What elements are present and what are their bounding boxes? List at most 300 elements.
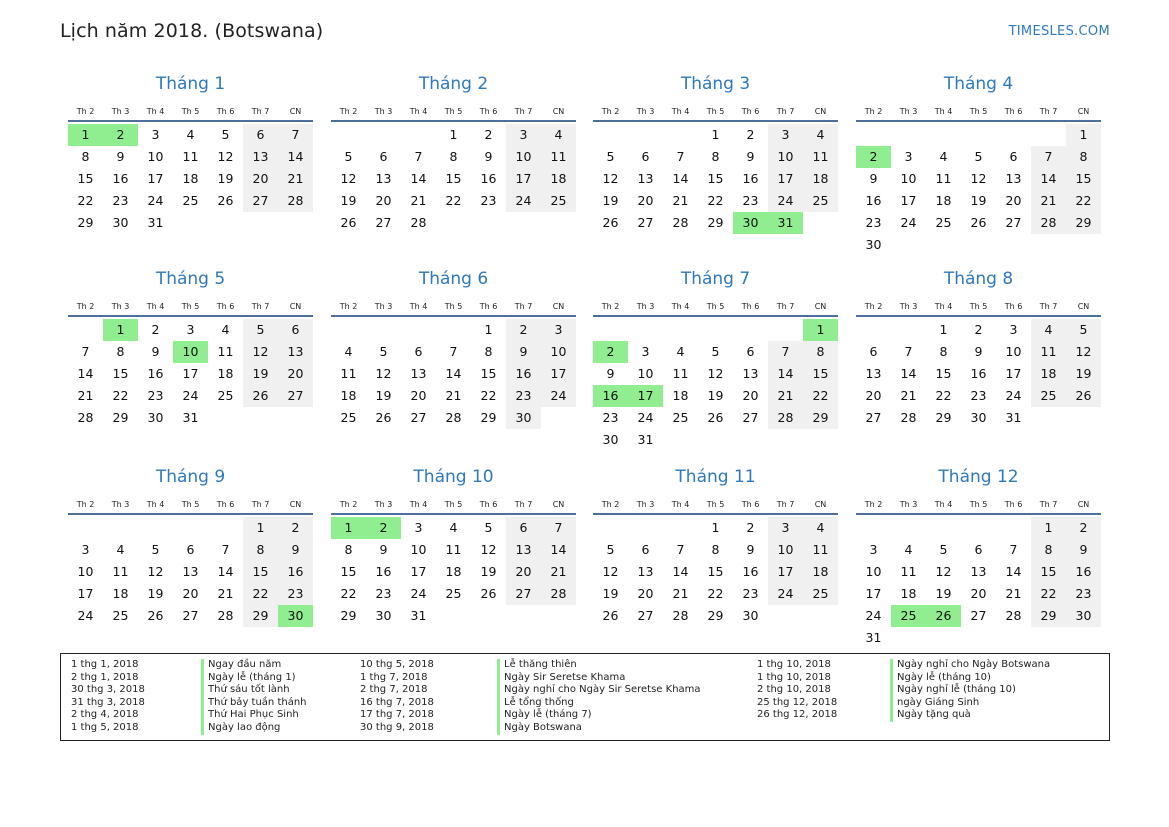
day-cell[interactable]: 3 [151,127,160,142]
day-cell[interactable]: 8 [449,149,458,164]
day-cell[interactable]: 12 [217,149,234,164]
day-cell[interactable]: 6 [974,542,983,557]
holiday-day-cell[interactable]: 1 [68,124,103,146]
day-cell[interactable]: 27 [182,608,199,623]
day-cell[interactable]: 15 [1066,168,1101,190]
day-cell[interactable]: 6 [414,344,423,359]
day-cell[interactable]: 21 [445,388,462,403]
day-cell[interactable]: 19 [217,171,234,186]
day-cell[interactable]: 14 [900,366,917,381]
day-cell[interactable]: 8 [711,542,720,557]
day-cell[interactable]: 8 [711,149,720,164]
day-cell[interactable]: 8 [803,341,838,363]
day-cell[interactable]: 31 [1005,410,1022,425]
holiday-day-cell[interactable]: 2 [103,124,138,146]
day-cell[interactable]: 21 [541,561,576,583]
day-cell[interactable]: 21 [77,388,94,403]
day-cell[interactable]: 30 [602,432,619,447]
day-cell[interactable]: 18 [935,193,952,208]
day-cell[interactable]: 5 [606,542,615,557]
day-cell[interactable]: 17 [147,171,164,186]
day-cell[interactable]: 24 [77,608,94,623]
day-cell[interactable]: 14 [77,366,94,381]
day-cell[interactable]: 8 [1031,539,1066,561]
day-cell[interactable]: 8 [81,149,90,164]
day-cell[interactable]: 4 [803,517,838,539]
day-cell[interactable]: 26 [243,385,278,407]
day-cell[interactable]: 17 [541,363,576,385]
day-cell[interactable]: 3 [768,517,803,539]
day-cell[interactable]: 30 [147,410,164,425]
day-cell[interactable]: 13 [637,171,654,186]
day-cell[interactable]: 24 [147,193,164,208]
day-cell[interactable]: 4 [676,344,685,359]
day-cell[interactable]: 9 [484,149,493,164]
holiday-day-cell[interactable]: 2 [366,517,401,539]
day-cell[interactable]: 30 [506,407,541,429]
day-cell[interactable]: 4 [449,520,458,535]
day-cell[interactable]: 22 [707,193,724,208]
day-cell[interactable]: 27 [506,583,541,605]
day-cell[interactable]: 21 [900,388,917,403]
day-cell[interactable]: 11 [541,146,576,168]
day-cell[interactable]: 25 [217,388,234,403]
day-cell[interactable]: 9 [151,344,160,359]
day-cell[interactable]: 24 [637,410,654,425]
day-cell[interactable]: 15 [77,171,94,186]
day-cell[interactable]: 25 [445,586,462,601]
day-cell[interactable]: 12 [707,366,724,381]
day-cell[interactable]: 22 [445,193,462,208]
day-cell[interactable]: 20 [970,586,987,601]
day-cell[interactable]: 19 [970,193,987,208]
day-cell[interactable]: 11 [182,149,199,164]
day-cell[interactable]: 16 [970,366,987,381]
day-cell[interactable]: 13 [506,539,541,561]
day-cell[interactable]: 16 [506,363,541,385]
day-cell[interactable]: 30 [970,410,987,425]
day-cell[interactable]: 26 [602,608,619,623]
day-cell[interactable]: 12 [935,564,952,579]
day-cell[interactable]: 11 [900,564,917,579]
day-cell[interactable]: 24 [506,190,541,212]
day-cell[interactable]: 14 [1031,168,1066,190]
day-cell[interactable]: 23 [1066,583,1101,605]
day-cell[interactable]: 27 [865,410,882,425]
day-cell[interactable]: 5 [606,149,615,164]
day-cell[interactable]: 14 [1005,564,1022,579]
day-cell[interactable]: 10 [768,539,803,561]
day-cell[interactable]: 22 [480,388,497,403]
day-cell[interactable]: 21 [217,586,234,601]
day-cell[interactable]: 31 [182,410,199,425]
day-cell[interactable]: 30 [742,608,759,623]
day-cell[interactable]: 11 [112,564,129,579]
day-cell[interactable]: 3 [768,124,803,146]
day-cell[interactable]: 27 [243,190,278,212]
day-cell[interactable]: 29 [803,407,838,429]
day-cell[interactable]: 29 [1066,212,1101,234]
day-cell[interactable]: 26 [147,608,164,623]
day-cell[interactable]: 20 [637,193,654,208]
holiday-day-cell[interactable]: 16 [593,385,628,407]
day-cell[interactable]: 20 [182,586,199,601]
day-cell[interactable]: 4 [939,149,948,164]
day-cell[interactable]: 3 [506,124,541,146]
holiday-day-cell[interactable]: 2 [593,341,628,363]
day-cell[interactable]: 7 [676,542,685,557]
day-cell[interactable]: 7 [81,344,90,359]
day-cell[interactable]: 22 [935,388,952,403]
day-cell[interactable]: 6 [869,344,878,359]
day-cell[interactable]: 20 [865,388,882,403]
day-cell[interactable]: 28 [1031,212,1066,234]
day-cell[interactable]: 10 [147,149,164,164]
day-cell[interactable]: 3 [541,319,576,341]
day-cell[interactable]: 19 [340,193,357,208]
day-cell[interactable]: 29 [243,605,278,627]
day-cell[interactable]: 20 [410,388,427,403]
day-cell[interactable]: 19 [935,586,952,601]
day-cell[interactable]: 6 [506,517,541,539]
day-cell[interactable]: 5 [974,149,983,164]
day-cell[interactable]: 13 [865,366,882,381]
day-cell[interactable]: 29 [1031,605,1066,627]
day-cell[interactable]: 4 [1031,319,1066,341]
day-cell[interactable]: 31 [637,432,654,447]
day-cell[interactable]: 2 [746,520,755,535]
holiday-day-cell[interactable]: 1 [803,319,838,341]
day-cell[interactable]: 26 [1066,385,1101,407]
day-cell[interactable]: 22 [112,388,129,403]
day-cell[interactable]: 3 [1009,322,1018,337]
day-cell[interactable]: 21 [672,586,689,601]
day-cell[interactable]: 26 [602,215,619,230]
day-cell[interactable]: 25 [1031,385,1066,407]
day-cell[interactable]: 21 [278,168,313,190]
day-cell[interactable]: 16 [1066,561,1101,583]
day-cell[interactable]: 14 [672,171,689,186]
day-cell[interactable]: 8 [1066,146,1101,168]
day-cell[interactable]: 22 [340,586,357,601]
day-cell[interactable]: 28 [672,215,689,230]
day-cell[interactable]: 13 [1005,171,1022,186]
day-cell[interactable]: 15 [340,564,357,579]
day-cell[interactable]: 18 [1031,363,1066,385]
day-cell[interactable]: 10 [865,564,882,579]
day-cell[interactable]: 12 [602,564,619,579]
day-cell[interactable]: 18 [182,171,199,186]
day-cell[interactable]: 28 [410,215,427,230]
day-cell[interactable]: 6 [379,149,388,164]
day-cell[interactable]: 1 [1066,124,1101,146]
day-cell[interactable]: 23 [480,193,497,208]
day-cell[interactable]: 5 [243,319,278,341]
day-cell[interactable]: 18 [445,564,462,579]
day-cell[interactable]: 9 [974,344,983,359]
holiday-day-cell[interactable]: 30 [278,605,313,627]
day-cell[interactable]: 12 [243,341,278,363]
day-cell[interactable]: 11 [340,366,357,381]
day-cell[interactable]: 3 [186,322,195,337]
day-cell[interactable]: 9 [278,539,313,561]
day-cell[interactable]: 8 [116,344,125,359]
day-cell[interactable]: 24 [410,586,427,601]
day-cell[interactable]: 19 [243,363,278,385]
day-cell[interactable]: 10 [637,366,654,381]
day-cell[interactable]: 6 [1009,149,1018,164]
day-cell[interactable]: 14 [672,564,689,579]
day-cell[interactable]: 20 [1005,193,1022,208]
day-cell[interactable]: 9 [746,149,755,164]
day-cell[interactable]: 14 [768,363,803,385]
day-cell[interactable]: 7 [904,344,913,359]
day-cell[interactable]: 23 [742,193,759,208]
day-cell[interactable]: 7 [1009,542,1018,557]
holiday-day-cell[interactable]: 30 [733,212,768,234]
day-cell[interactable]: 27 [637,215,654,230]
day-cell[interactable]: 3 [904,149,913,164]
day-cell[interactable]: 9 [116,149,125,164]
day-cell[interactable]: 6 [641,149,650,164]
day-cell[interactable]: 27 [970,608,987,623]
day-cell[interactable]: 4 [186,127,195,142]
day-cell[interactable]: 12 [1066,341,1101,363]
day-cell[interactable]: 5 [221,127,230,142]
day-cell[interactable]: 31 [865,630,882,645]
day-cell[interactable]: 18 [541,168,576,190]
day-cell[interactable]: 17 [768,168,803,190]
day-cell[interactable]: 18 [340,388,357,403]
day-cell[interactable]: 16 [742,171,759,186]
day-cell[interactable]: 10 [541,341,576,363]
day-cell[interactable]: 3 [869,542,878,557]
day-cell[interactable]: 2 [484,127,493,142]
day-cell[interactable]: 20 [637,586,654,601]
day-cell[interactable]: 29 [77,215,94,230]
day-cell[interactable]: 26 [970,215,987,230]
holiday-day-cell[interactable]: 1 [331,517,366,539]
day-cell[interactable]: 12 [602,171,619,186]
day-cell[interactable]: 14 [278,146,313,168]
day-cell[interactable]: 24 [865,608,882,623]
day-cell[interactable]: 10 [410,542,427,557]
day-cell[interactable]: 17 [77,586,94,601]
holiday-day-cell[interactable]: 2 [856,146,891,168]
day-cell[interactable]: 5 [1066,319,1101,341]
day-cell[interactable]: 14 [217,564,234,579]
day-cell[interactable]: 16 [865,193,882,208]
day-cell[interactable]: 28 [541,583,576,605]
day-cell[interactable]: 7 [541,517,576,539]
day-cell[interactable]: 18 [217,366,234,381]
day-cell[interactable]: 17 [900,193,917,208]
day-cell[interactable]: 2 [746,127,755,142]
day-cell[interactable]: 24 [541,385,576,407]
day-cell[interactable]: 22 [707,586,724,601]
day-cell[interactable]: 25 [112,608,129,623]
day-cell[interactable]: 10 [900,171,917,186]
day-cell[interactable]: 15 [445,171,462,186]
day-cell[interactable]: 22 [77,193,94,208]
site-link[interactable]: TIMESLES.COM [1008,24,1110,39]
day-cell[interactable]: 15 [803,363,838,385]
day-cell[interactable]: 27 [410,410,427,425]
day-cell[interactable]: 23 [147,388,164,403]
holiday-day-cell[interactable]: 25 [891,605,926,627]
day-cell[interactable]: 15 [112,366,129,381]
day-cell[interactable]: 23 [602,410,619,425]
holiday-day-cell[interactable]: 31 [768,212,803,234]
day-cell[interactable]: 6 [746,344,755,359]
day-cell[interactable]: 22 [803,385,838,407]
day-cell[interactable]: 24 [182,388,199,403]
day-cell[interactable]: 8 [484,344,493,359]
day-cell[interactable]: 15 [243,561,278,583]
day-cell[interactable]: 15 [935,366,952,381]
day-cell[interactable]: 11 [803,539,838,561]
day-cell[interactable]: 31 [410,608,427,623]
day-cell[interactable]: 8 [243,539,278,561]
day-cell[interactable]: 5 [939,542,948,557]
day-cell[interactable]: 1 [711,520,720,535]
day-cell[interactable]: 28 [672,608,689,623]
day-cell[interactable]: 13 [278,341,313,363]
day-cell[interactable]: 11 [217,344,234,359]
day-cell[interactable]: 14 [410,171,427,186]
day-cell[interactable]: 20 [243,168,278,190]
day-cell[interactable]: 23 [112,193,129,208]
day-cell[interactable]: 30 [1066,605,1101,627]
day-cell[interactable]: 27 [637,608,654,623]
day-cell[interactable]: 22 [243,583,278,605]
day-cell[interactable]: 11 [935,171,952,186]
day-cell[interactable]: 13 [375,171,392,186]
day-cell[interactable]: 28 [77,410,94,425]
day-cell[interactable]: 25 [182,193,199,208]
day-cell[interactable]: 22 [1066,190,1101,212]
day-cell[interactable]: 18 [112,586,129,601]
day-cell[interactable]: 18 [803,561,838,583]
day-cell[interactable]: 27 [375,215,392,230]
day-cell[interactable]: 25 [340,410,357,425]
day-cell[interactable]: 20 [742,388,759,403]
day-cell[interactable]: 16 [147,366,164,381]
day-cell[interactable]: 26 [217,193,234,208]
day-cell[interactable]: 7 [414,149,423,164]
day-cell[interactable]: 13 [742,366,759,381]
day-cell[interactable]: 21 [1031,190,1066,212]
day-cell[interactable]: 17 [865,586,882,601]
day-cell[interactable]: 18 [900,586,917,601]
day-cell[interactable]: 23 [506,385,541,407]
day-cell[interactable]: 21 [1005,586,1022,601]
day-cell[interactable]: 28 [900,410,917,425]
day-cell[interactable]: 17 [506,168,541,190]
day-cell[interactable]: 26 [375,410,392,425]
day-cell[interactable]: 10 [506,146,541,168]
day-cell[interactable]: 13 [637,564,654,579]
day-cell[interactable]: 26 [480,586,497,601]
day-cell[interactable]: 18 [672,388,689,403]
day-cell[interactable]: 20 [278,363,313,385]
day-cell[interactable]: 14 [541,539,576,561]
day-cell[interactable]: 16 [375,564,392,579]
day-cell[interactable]: 28 [1005,608,1022,623]
day-cell[interactable]: 12 [480,542,497,557]
day-cell[interactable]: 5 [151,542,160,557]
day-cell[interactable]: 4 [541,124,576,146]
day-cell[interactable]: 1 [484,322,493,337]
day-cell[interactable]: 1 [711,127,720,142]
day-cell[interactable]: 19 [375,388,392,403]
day-cell[interactable]: 19 [147,586,164,601]
day-cell[interactable]: 23 [970,388,987,403]
day-cell[interactable]: 1 [449,127,458,142]
day-cell[interactable]: 7 [278,124,313,146]
holiday-day-cell[interactable]: 17 [628,385,663,407]
day-cell[interactable]: 25 [935,215,952,230]
day-cell[interactable]: 9 [869,171,878,186]
day-cell[interactable]: 13 [410,366,427,381]
day-cell[interactable]: 16 [480,171,497,186]
day-cell[interactable]: 2 [974,322,983,337]
day-cell[interactable]: 11 [1031,341,1066,363]
day-cell[interactable]: 7 [676,149,685,164]
day-cell[interactable]: 2 [278,517,313,539]
day-cell[interactable]: 4 [344,344,353,359]
day-cell[interactable]: 17 [768,561,803,583]
day-cell[interactable]: 11 [672,366,689,381]
day-cell[interactable]: 4 [803,124,838,146]
day-cell[interactable]: 17 [1005,366,1022,381]
day-cell[interactable]: 27 [278,385,313,407]
day-cell[interactable]: 9 [1066,539,1101,561]
day-cell[interactable]: 23 [742,586,759,601]
day-cell[interactable]: 23 [278,583,313,605]
day-cell[interactable]: 3 [414,520,423,535]
day-cell[interactable]: 16 [742,564,759,579]
day-cell[interactable]: 6 [243,124,278,146]
day-cell[interactable]: 15 [1031,561,1066,583]
day-cell[interactable]: 28 [278,190,313,212]
day-cell[interactable]: 25 [672,410,689,425]
day-cell[interactable]: 12 [970,171,987,186]
day-cell[interactable]: 9 [379,542,388,557]
day-cell[interactable]: 8 [939,344,948,359]
day-cell[interactable]: 21 [672,193,689,208]
day-cell[interactable]: 9 [746,542,755,557]
day-cell[interactable]: 25 [541,190,576,212]
day-cell[interactable]: 13 [970,564,987,579]
day-cell[interactable]: 29 [707,608,724,623]
day-cell[interactable]: 26 [340,215,357,230]
day-cell[interactable]: 6 [641,542,650,557]
day-cell[interactable]: 12 [147,564,164,579]
day-cell[interactable]: 11 [803,146,838,168]
day-cell[interactable]: 24 [768,190,803,212]
day-cell[interactable]: 24 [1005,388,1022,403]
day-cell[interactable]: 31 [147,215,164,230]
day-cell[interactable]: 2 [1066,517,1101,539]
day-cell[interactable]: 26 [707,410,724,425]
day-cell[interactable]: 27 [742,410,759,425]
day-cell[interactable]: 1 [939,322,948,337]
day-cell[interactable]: 4 [221,322,230,337]
day-cell[interactable]: 16 [278,561,313,583]
day-cell[interactable]: 20 [506,561,541,583]
day-cell[interactable]: 30 [112,215,129,230]
